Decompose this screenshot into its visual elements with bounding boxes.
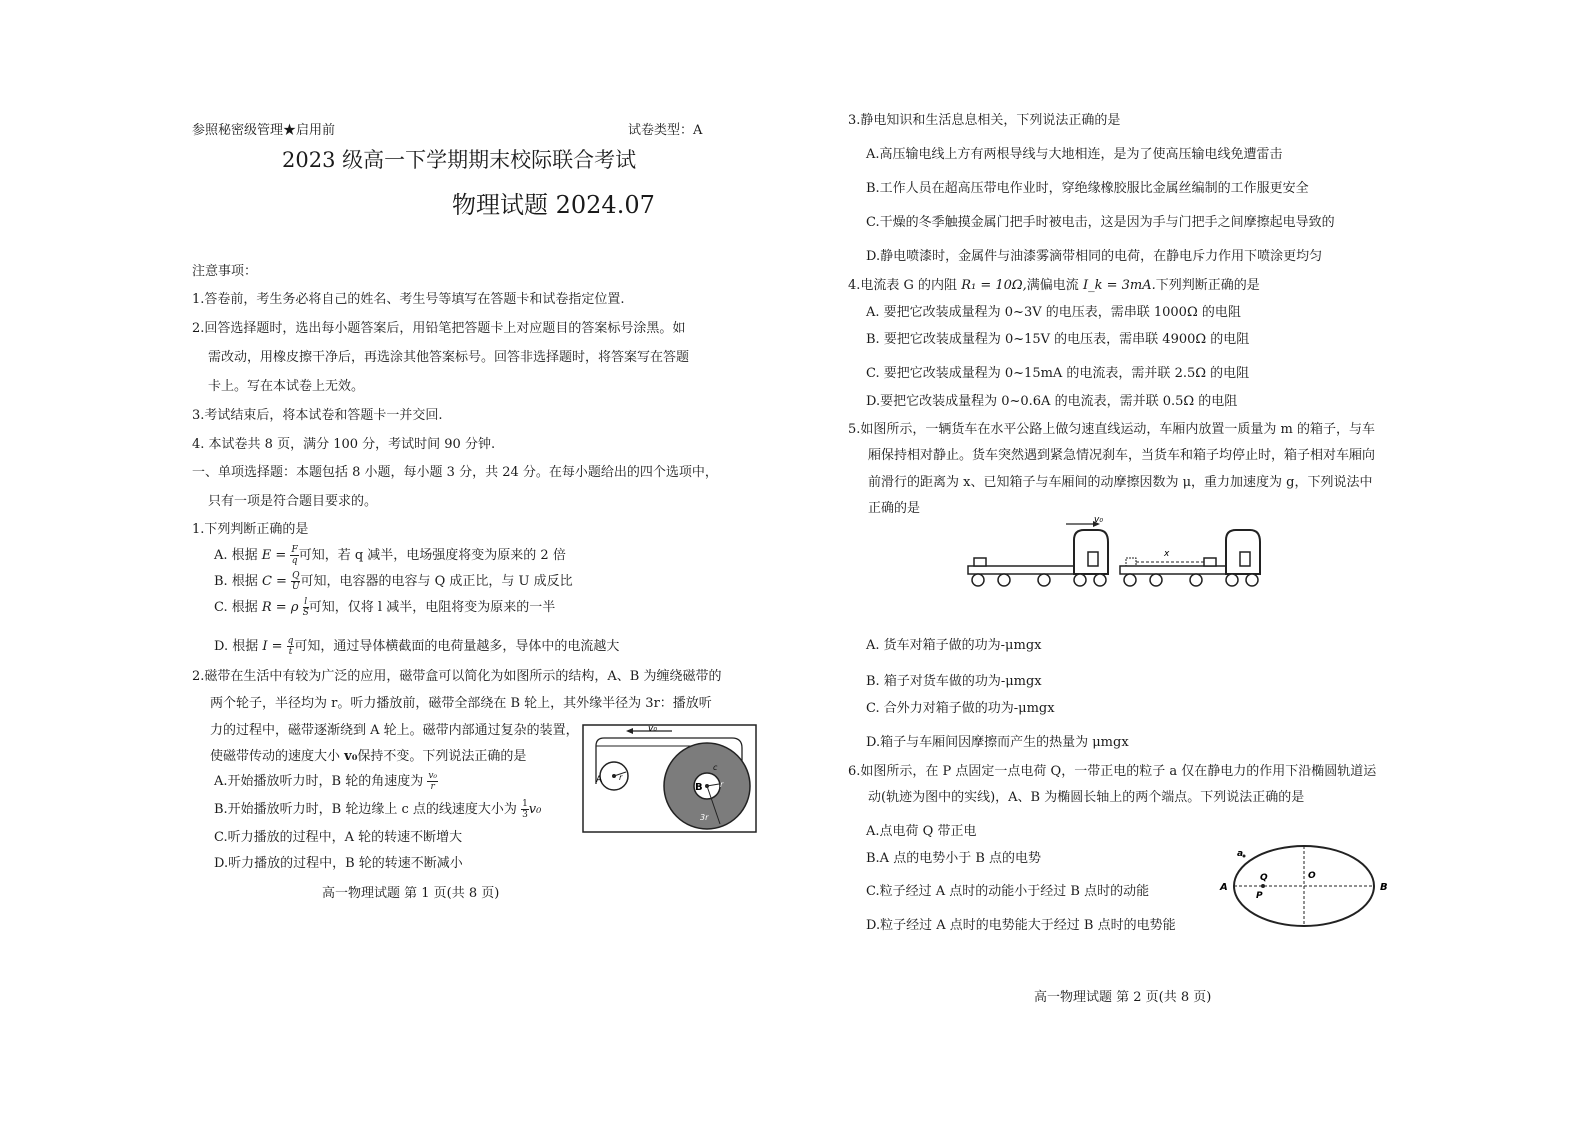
point-c-label: c bbox=[713, 763, 718, 772]
charge-q-label: Q bbox=[1260, 873, 1268, 883]
q1-stem: 1.下列判断正确的是 bbox=[192, 522, 309, 537]
q2-option-c: C.听力播放的过程中，A 轮的转速不断增大 bbox=[214, 830, 463, 845]
q2-option-b: B.开始播放听力时，B 轮边缘上 c 点的线速度大小为 $\frac{1}{3}$ v₀ bbox=[214, 799, 542, 820]
point-a-label: A bbox=[1220, 882, 1228, 893]
q6-stem: 动(轨迹为图中的实线)，A、B 为椭圆长轴上的两个端点。下列说法正确的是 bbox=[868, 790, 1305, 805]
q1-option-b: B. 根据 C = $\frac{Q}{U}$ 可知，电容器的电容与 Q 成正比，与 U 成反比 bbox=[214, 571, 573, 592]
q1-option-c: C. 根据 R = ρ $\frac{l}{S}$ 可知，仅将 l 减半，电阻将变为原来的一半 bbox=[214, 597, 556, 618]
notice-item: 2.回答选择题时，选出每小题答案后，用铅笔把答题卡上对应题目的答案标号涂黑。如 bbox=[192, 321, 686, 336]
confidential-label: 参照秘密级管理★启用前 bbox=[192, 123, 336, 138]
truck-stopped bbox=[1120, 530, 1260, 586]
wheel-a-radius-label: r bbox=[619, 773, 623, 782]
notice-item: 需改动，用橡皮擦干净后，再选涂其他答案标号。回答非选择题时，将答案写在答题 bbox=[208, 350, 690, 365]
paper-type-label: 试卷类型：A bbox=[628, 123, 703, 138]
q6-option-a: A.点电荷 Q 带正电 bbox=[866, 824, 977, 839]
q3-option-b: B.工作人员在超高压带电作业时，穿绝缘橡胶服比金属丝编制的工作服更安全 bbox=[866, 181, 1309, 196]
q4-stem: 4.电流表 G 的内阻 R₁ = 10Ω,满偏电流 I_k = 3mA.下列判断正确的是 bbox=[848, 278, 1260, 293]
truck-velocity-label: v₀ bbox=[1094, 515, 1103, 525]
truck-figure bbox=[964, 512, 1264, 594]
point-b-label: B bbox=[1380, 882, 1388, 893]
wheel-b-label: B bbox=[695, 782, 703, 793]
section-heading: 一、单项选择题：本题包括 8 小题，每小题 3 分，共 24 分。在每小题给出的四个选项中， bbox=[192, 465, 718, 480]
page-footer: 高一物理试题 第 1 页(共 8 页) bbox=[322, 886, 500, 901]
q3-option-d: D.静电喷漆时，金属件与油漆雾滴带相同的电荷，在静电斥力作用下喷涂更均匀 bbox=[866, 249, 1323, 264]
center-o-label: O bbox=[1308, 871, 1316, 881]
q4-option-d: D.要把它改装成量程为 0~0.6A 的电流表，需并联 0.5Ω 的电阻 bbox=[866, 394, 1238, 409]
q3-option-c: C.干燥的冬季触摸金属门把手时被电击，这是因为手与门把手之间摩擦起电导致的 bbox=[866, 215, 1335, 230]
q5-stem: 厢保持相对静止。货车突然遇到紧急情况刹车，当货车和箱子均停止时，箱子相对车厢向 bbox=[868, 448, 1376, 463]
q1-option-a: A. 根据 E = $\frac{F}{q}$ 可知，若 q 减半，电场强度将变为原来的 2 倍 bbox=[214, 545, 566, 566]
q5-stem: 5.如图所示，一辆货车在水平公路上做匀速直线运动，车厢内放置一质量为 m 的箱子，与车 bbox=[848, 422, 1375, 437]
notice-item: 1.答卷前，考生务必将自己的姓名、考生号等填写在答题卡和试卷指定位置. bbox=[192, 292, 625, 307]
page-footer: 高一物理试题 第 2 页(共 8 页) bbox=[1034, 990, 1212, 1005]
q4-option-a: A. 要把它改装成量程为 0~3V 的电压表，需串联 1000Ω 的电阻 bbox=[866, 305, 1241, 320]
q5-option-a: A. 货车对箱子做的功为-μmgx bbox=[866, 638, 1042, 653]
outer-radius-label: 3r bbox=[700, 813, 709, 822]
particle-a-label: a bbox=[1237, 849, 1244, 859]
q1-option-d: D. 根据 I = $\frac{q}{t}$ 可知，通过导体横截面的电荷量越多，导体中的电流越大 bbox=[214, 636, 620, 657]
q2-stem: 2.磁带在生活中有较为广泛的应用，磁带盒可以简化为如图所示的结构，A、B 为缠绕磁带的 bbox=[192, 669, 722, 684]
section-heading: 只有一项是符合题目要求的。 bbox=[208, 494, 378, 509]
q4-option-b: B. 要把它改装成量程为 0~15V 的电压表，需串联 4900Ω 的电阻 bbox=[866, 332, 1250, 347]
q2-stem: 两个轮子，半径均为 r。听力播放前，磁带全部绕在 B 轮上，其外缘半径为 3r：播放听 bbox=[210, 696, 712, 711]
q5-option-b: B. 箱子对货车做的功为-μmgx bbox=[866, 674, 1042, 689]
q5-stem: 前滑行的距离为 x、已知箱子与车厢间的动摩擦因数为 μ，重力加速度为 g，下列说法中 bbox=[868, 475, 1373, 490]
q2-stem: 力的过程中，磁带逐渐绕到 A 轮上。磁带内部通过复杂的装置， bbox=[210, 723, 579, 738]
subject-title: 物理试题 2024.07 bbox=[452, 191, 655, 219]
q2-option-d: D.听力播放的过程中，B 轮的转速不断减小 bbox=[214, 856, 463, 871]
notice-item: 卡上。写在本试卷上无效。 bbox=[208, 379, 365, 394]
q5-stem: 正确的是 bbox=[868, 501, 921, 516]
q3-stem: 3.静电知识和生活息息相关，下列说法正确的是 bbox=[848, 113, 1121, 128]
q5-option-c: C. 合外力对箱子做的功为-μmgx bbox=[866, 701, 1055, 716]
q6-option-b: B.A 点的电势小于 B 点的电势 bbox=[866, 851, 1042, 866]
q3-option-a: A.高压输电线上方有两根导线与大地相连，是为了使高压输电线免遭雷击 bbox=[866, 147, 1283, 162]
cassette-figure bbox=[582, 724, 758, 834]
wheel-b-radius-label: r bbox=[720, 780, 724, 789]
q6-option-d: D.粒子经过 A 点时的电势能大于经过 B 点时的电势能 bbox=[866, 918, 1176, 933]
q4-option-c: C. 要把它改装成量程为 0~15mA 的电流表，需并联 2.5Ω 的电阻 bbox=[866, 366, 1250, 381]
ellipse-figure bbox=[1218, 836, 1398, 932]
q2-option-a: A.开始播放听力时，B 轮的角速度为 $\frac{\text{v₀}}{r}$ bbox=[214, 771, 438, 792]
q5-option-d: D.箱子与车厢间因摩擦而产生的热量为 μmgx bbox=[866, 735, 1129, 750]
exam-title: 2023 级高一下学期期末校际联合考试 bbox=[282, 148, 637, 172]
q6-stem: 6.如图所示，在 P 点固定一点电荷 Q，一带正电的粒子 a 仅在静电力的作用下沿椭圆轨道运 bbox=[848, 764, 1377, 779]
point-p-label: P bbox=[1256, 891, 1263, 901]
velocity-label: v₀ bbox=[648, 724, 657, 734]
q6-option-c: C.粒子经过 A 点时的动能小于经过 B 点时的动能 bbox=[866, 884, 1150, 899]
wheel-a-label: A bbox=[596, 775, 603, 785]
truck-moving bbox=[968, 515, 1108, 586]
notice-item: 3.考试结束后，将本试卷和答题卡一并交回. bbox=[192, 408, 443, 423]
q2-stem: 使磁带传动的速度大小 v₀保持不变。下列说法正确的是 bbox=[210, 749, 527, 764]
notice-item: 4. 本试卷共 8 页，满分 100 分，考试时间 90 分钟. bbox=[192, 437, 496, 452]
notice-title: 注意事项： bbox=[192, 264, 258, 279]
slide-distance-label: x bbox=[1164, 549, 1170, 559]
